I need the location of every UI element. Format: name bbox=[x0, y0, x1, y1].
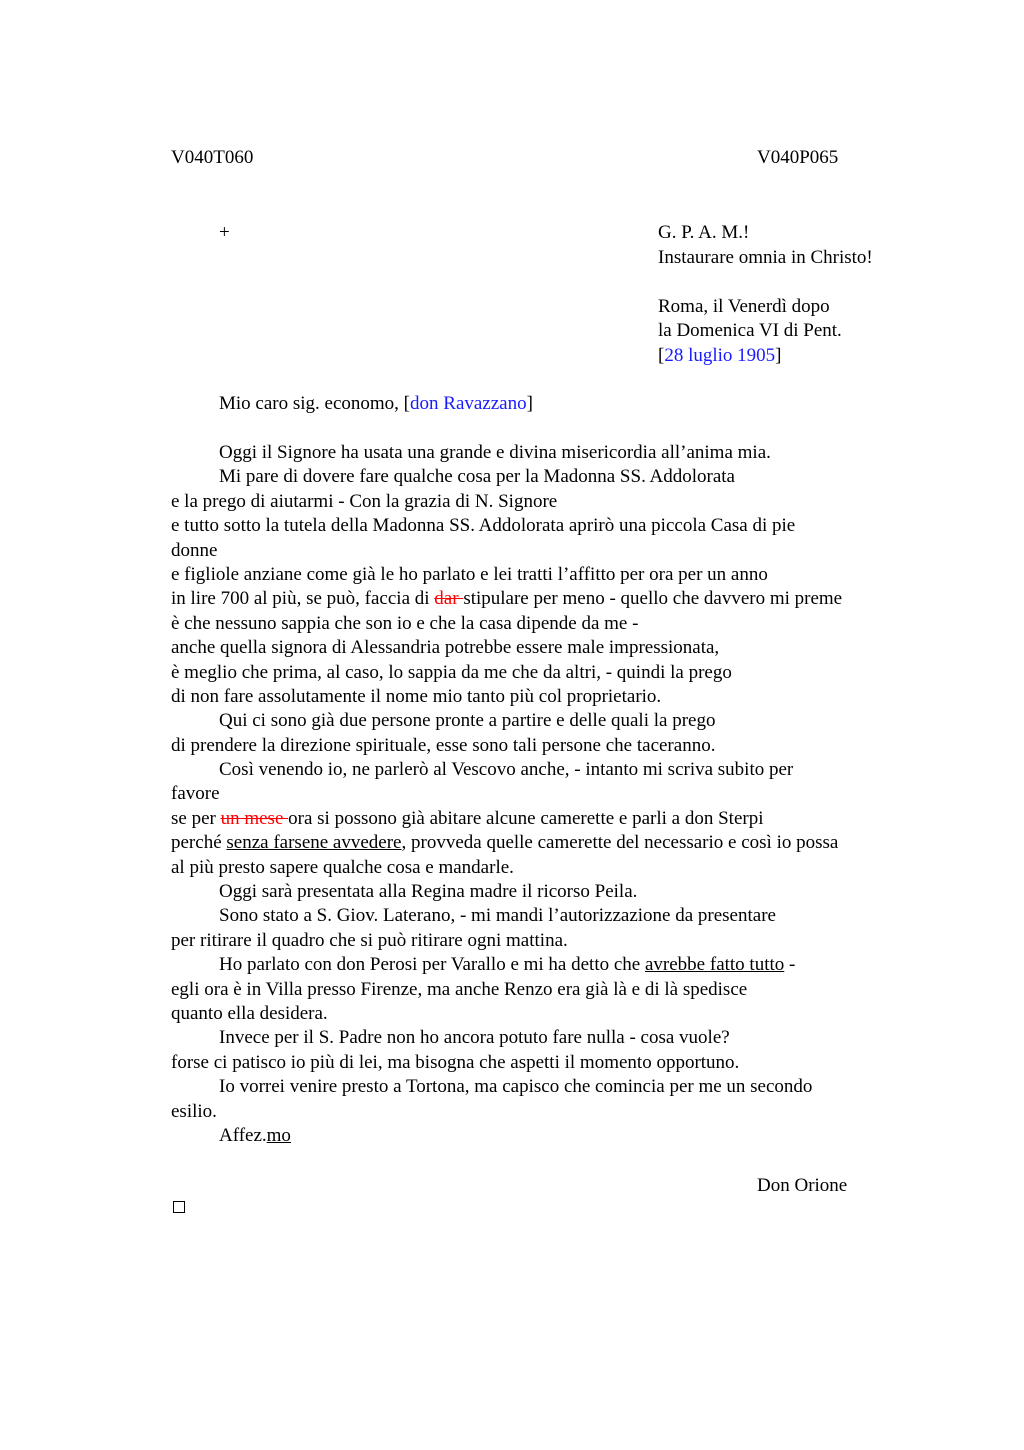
body-line: e figliole anziane come già le ho parlato e lei tratti l’affitto per ora per un anno bbox=[171, 563, 768, 585]
line-text: , provveda quelle camerette del necessario e così io possa bbox=[401, 832, 839, 854]
body-line: favore bbox=[171, 783, 220, 805]
line-text: se per bbox=[171, 807, 221, 829]
line-text: in lire 700 al più, se può, faccia di bbox=[171, 588, 435, 610]
body-line: di prendere la direzione spirituale, esse sono tali persone che taceranno. bbox=[171, 734, 716, 756]
letter-body bbox=[171, 441, 911, 1148]
body-line: al più presto sapere qualche cosa e mandarle. bbox=[171, 856, 514, 878]
closing-line bbox=[171, 1124, 911, 1148]
motto-line-2: Instaurare omnia in Christo! bbox=[658, 246, 873, 268]
body-line: Oggi il Signore ha usata una grande e divina misericordia all’anima mia. bbox=[219, 442, 771, 463]
recipient-name: don Ravazzano bbox=[410, 393, 527, 414]
body-line bbox=[171, 831, 911, 855]
line-text: perché bbox=[171, 832, 227, 854]
body-line: esilio. bbox=[171, 1100, 217, 1122]
body-line: donne bbox=[171, 539, 218, 561]
line-text: ora si possono già abitare alcune camerette e parli a don Sterpi bbox=[288, 807, 764, 829]
body-line: Sono stato a S. Giov. Laterano, - mi mandi l’autorizzazione da presentare bbox=[219, 905, 776, 927]
bracket-open: [ bbox=[658, 344, 665, 366]
underlined-text: avrebbe fatto tutto bbox=[644, 954, 785, 976]
editorial-date: 28 luglio 1905 bbox=[664, 344, 776, 366]
greeting-text: Mio caro sig. economo, [ bbox=[219, 393, 411, 414]
motto-line-1: G. P. A. M.! bbox=[658, 222, 750, 243]
document-code-left: V040T060 bbox=[171, 147, 254, 168]
letter-header bbox=[658, 221, 873, 368]
body-line: è meglio che prima, al caso, lo sappia da me che da altri, - quindi la prego bbox=[171, 661, 732, 683]
end-of-document-box-icon bbox=[173, 1201, 185, 1213]
body-line bbox=[171, 807, 911, 831]
body-line: per ritirare il quadro che si può ritirare ogni mattina. bbox=[171, 929, 568, 951]
body-line: anche quella signora di Alessandria potrebbe essere male impressionata, bbox=[171, 637, 720, 659]
underlined-superscript: mo bbox=[266, 1124, 291, 1146]
deleted-text: un mese bbox=[220, 807, 289, 829]
body-line: Qui ci sono già due persone pronte a partire e delle quali la prego bbox=[219, 710, 716, 732]
line-text: Ho parlato con don Perosi per Varallo e mi ha detto che bbox=[219, 954, 645, 976]
line-text: - bbox=[784, 954, 796, 976]
body-line: Così venendo io, ne parlerò al Vescovo anche, - intanto mi scriva subito per bbox=[219, 759, 794, 781]
underlined-text: senza farsene avvedere bbox=[226, 832, 402, 854]
body-line: quanto ella desidera. bbox=[171, 1002, 328, 1024]
body-line: Oggi sarà presentata alla Regina madre il ricorso Peila. bbox=[219, 881, 638, 903]
deleted-text: dar bbox=[434, 588, 464, 610]
line-text: stipulare per meno - quello che davvero mi preme bbox=[463, 588, 843, 610]
body-line: e tutto sotto la tutela della Madonna SS. Addolorata aprirò una piccola Casa di pie bbox=[171, 515, 796, 537]
body-line: forse ci patisco io più di lei, ma bisogna che aspetti il momento opportuno. bbox=[171, 1051, 740, 1073]
document-code-right: V040P065 bbox=[757, 147, 839, 168]
body-line: Mi pare di dovere fare qualche cosa per la Madonna SS. Addolorata bbox=[219, 466, 735, 488]
body-line bbox=[171, 953, 911, 977]
greeting-bracket-close: ] bbox=[526, 393, 533, 414]
body-line: di non fare assolutamente il nome mio tanto più col proprietario. bbox=[171, 685, 662, 707]
signature: Don Orione bbox=[757, 1175, 848, 1196]
date-line-2: la Domenica VI di Pent. bbox=[658, 320, 842, 341]
body-line: è che nessuno sappia che son io e che la casa dipende da me - bbox=[171, 612, 639, 634]
date-line-1: Roma, il Venerdì dopo bbox=[658, 295, 830, 317]
closing-text: Affez. bbox=[219, 1124, 267, 1146]
greeting bbox=[219, 392, 533, 416]
body-line: Io vorrei venire presto a Tortona, ma capisco che comincia per me un secondo bbox=[219, 1076, 813, 1098]
body-line: Invece per il S. Padre non ho ancora potuto fare nulla - cosa vuole? bbox=[219, 1027, 730, 1049]
date-editorial-line bbox=[658, 344, 873, 369]
body-line: e la prego di aiutarmi - Con la grazia di N. Signore bbox=[171, 490, 558, 512]
cross-mark: + bbox=[219, 222, 230, 243]
body-line bbox=[171, 587, 911, 611]
body-line: egli ora è in Villa presso Firenze, ma anche Renzo era già là e di là spedisce bbox=[171, 978, 748, 1000]
bracket-close: ] bbox=[775, 344, 782, 366]
